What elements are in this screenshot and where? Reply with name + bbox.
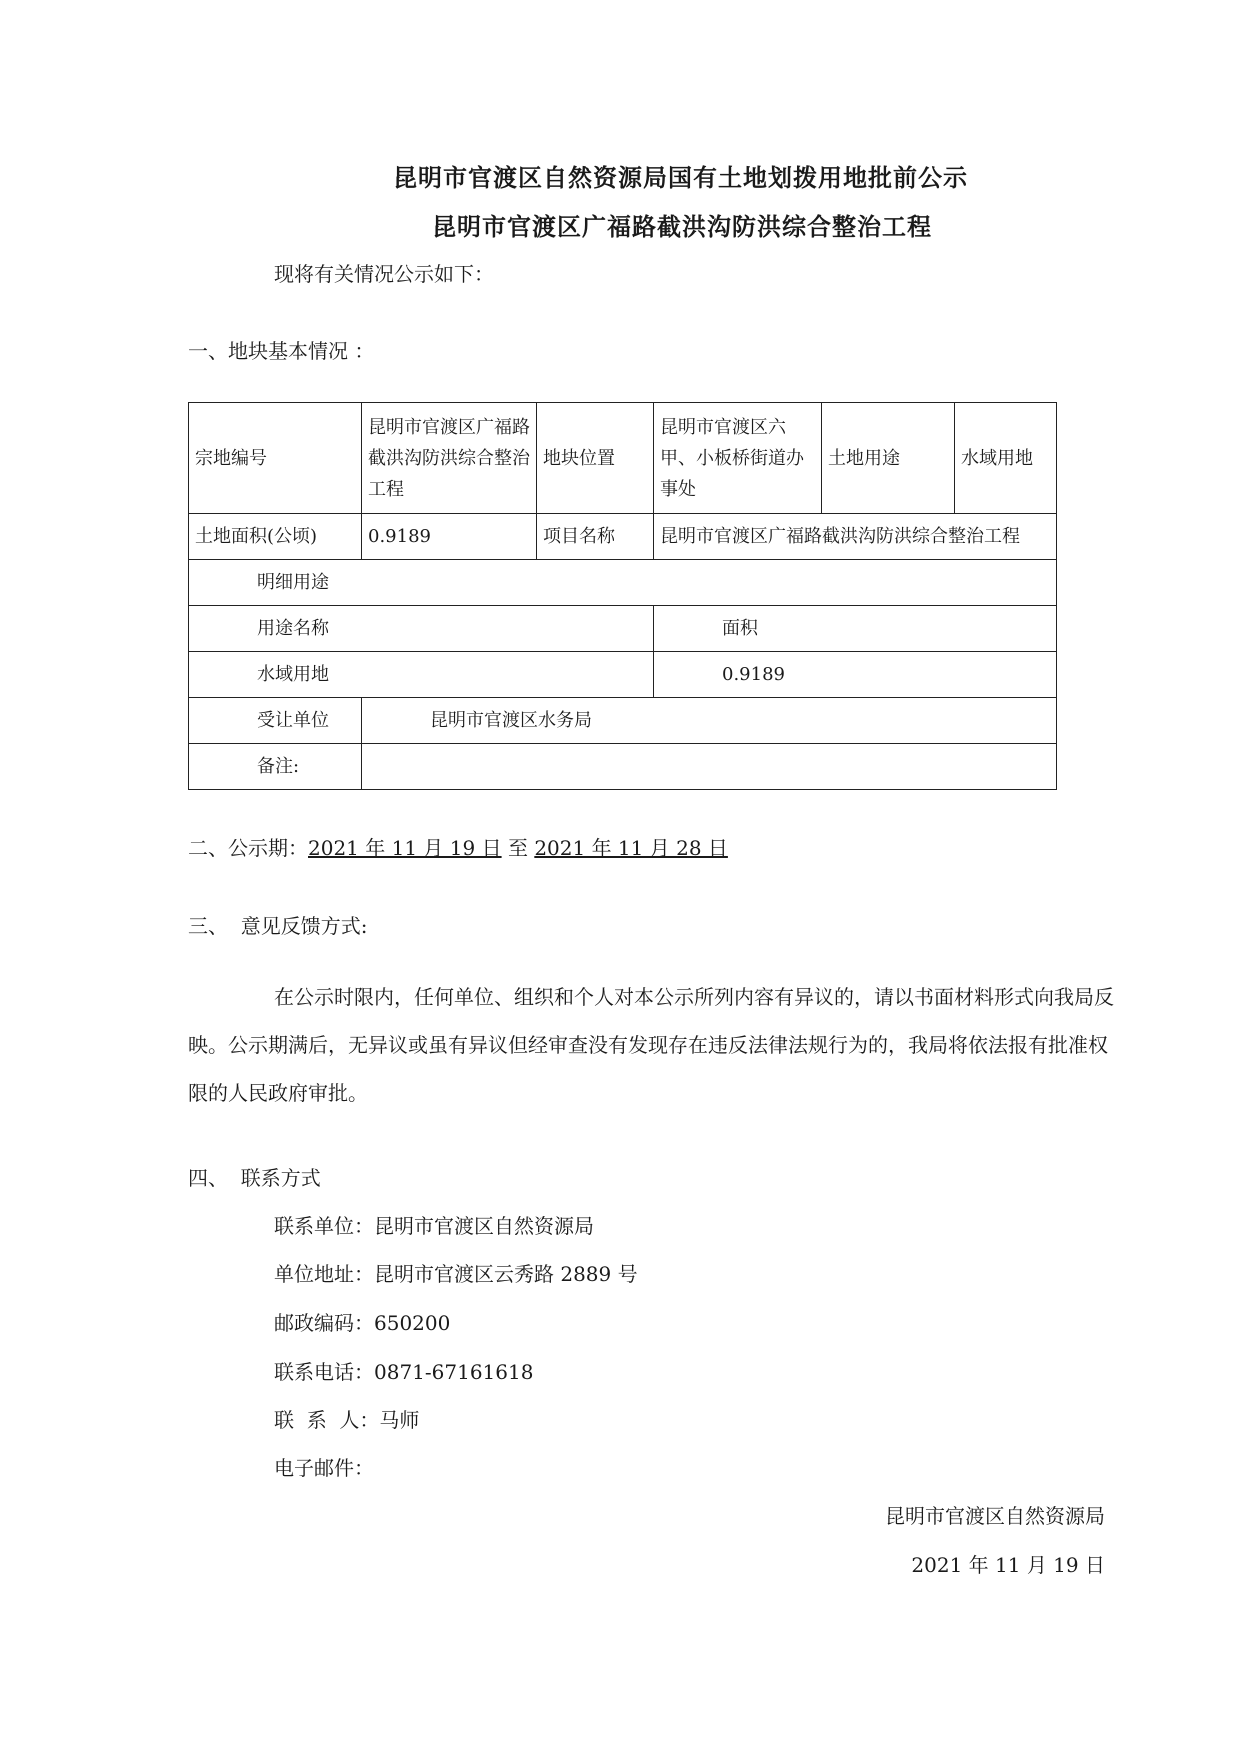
- contact-phone: 联系电话：0871-67161618: [274, 1360, 534, 1384]
- contact-postcode: 邮政编码：650200: [274, 1311, 451, 1335]
- period-start: 2021 年 11 月 19 日: [308, 836, 502, 860]
- contact-address: 单位地址：昆明市官渡区云秀路 2889 号: [274, 1262, 638, 1286]
- parcel-no-value: 昆明市官渡区广福路截洪沟防洪综合整治工程: [362, 403, 537, 514]
- detail-use-name: 水域用地: [189, 652, 654, 698]
- grantee-value: 昆明市官渡区水务局: [362, 698, 1057, 744]
- remark-label: 备注:: [189, 744, 362, 790]
- project-title: 昆明市官渡区广福路截洪沟防洪综合整治工程: [432, 213, 932, 241]
- area-value: 0.9189: [362, 514, 537, 560]
- section-2-publicity-period: [188, 832, 728, 861]
- use-name-header: 用途名称: [189, 606, 654, 652]
- section-4-heading: 四、 联系方式: [188, 1166, 321, 1190]
- contact-unit: 联系单位：昆明市官渡区自然资源局: [274, 1214, 594, 1238]
- project-label: 项目名称: [537, 514, 654, 560]
- period-end: 2021 年 11 月 28 日: [534, 836, 728, 860]
- contact-person: 联 系 人：马师: [274, 1408, 420, 1432]
- remark-value: [362, 744, 1057, 790]
- period-prefix: 二、公示期：: [188, 836, 308, 860]
- location-value: 昆明市官渡区六甲、小板桥街道办事处: [654, 403, 822, 514]
- use-label: 土地用途: [822, 403, 955, 514]
- section-1-heading: 一、地块基本情况 ：: [188, 339, 375, 363]
- area-header: 面积: [654, 606, 1057, 652]
- section-3-heading: 三、 意见反馈方式:: [188, 914, 368, 938]
- parcel-info-table: [188, 402, 1057, 790]
- intro-text: 现将有关情况公示如下：: [274, 262, 494, 286]
- signature-date: 2021 年 11 月 19 日: [911, 1553, 1105, 1577]
- period-separator: 至: [501, 836, 535, 860]
- use-value: 水域用地: [955, 403, 1057, 514]
- parcel-no-label: 宗地编号: [189, 403, 362, 514]
- detail-use-label: 明细用途: [189, 560, 1057, 606]
- project-value: 昆明市官渡区广福路截洪沟防洪综合整治工程: [654, 514, 1057, 560]
- contact-email: 电子邮件：: [274, 1456, 374, 1480]
- signature-org: 昆明市官渡区自然资源局: [885, 1504, 1105, 1528]
- location-label: 地块位置: [537, 403, 654, 514]
- notice-title: 昆明市官渡区自然资源局国有土地划拨用地批前公示: [393, 164, 968, 192]
- feedback-paragraph: 在公示时限内，任何单位、组织和个人对本公示所列内容有异议的，请以书面材料形式向我局反映。公示期满后，无异议或虽有异议但经审查没有发现存在违反法律法规行为的，我局将依法报有批准权限的人民政府审批。: [188, 985, 1114, 1105]
- area-label: 土地面积(公顷): [189, 514, 362, 560]
- grantee-label: 受让单位: [189, 698, 362, 744]
- detail-area: 0.9189: [654, 652, 1057, 698]
